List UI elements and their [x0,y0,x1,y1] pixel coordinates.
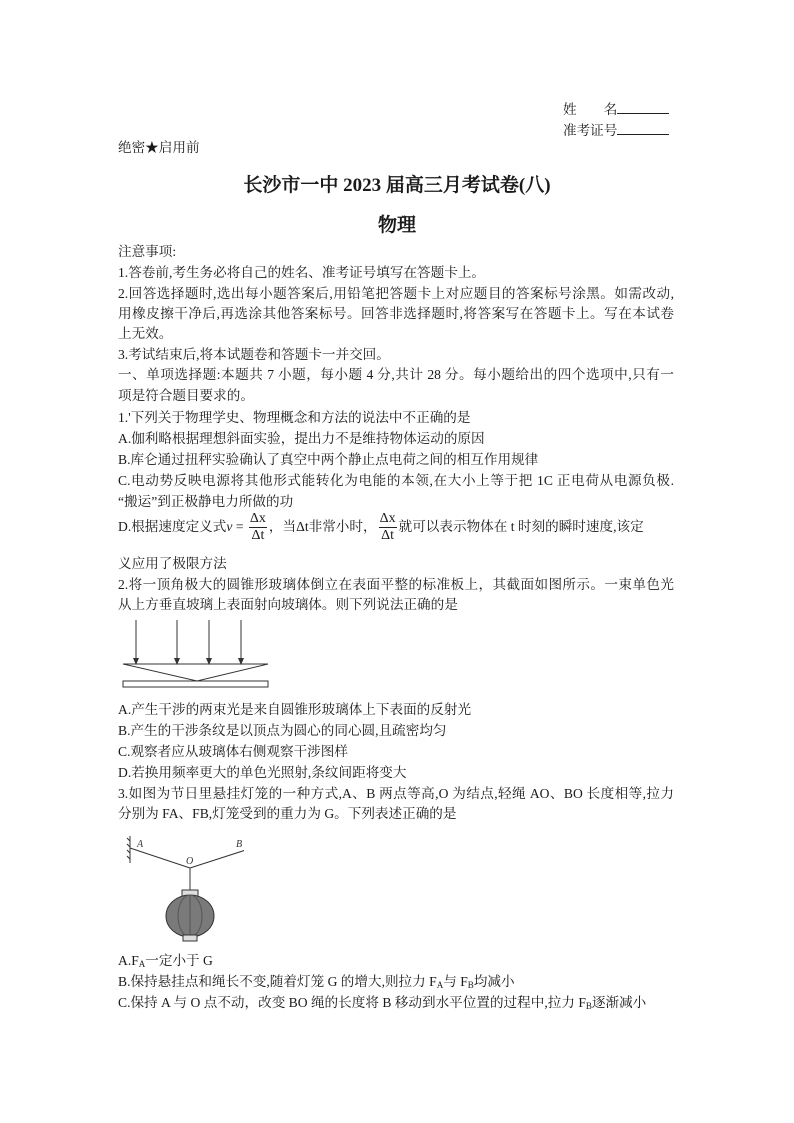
q2-stem-cont: 从上方垂直坡璃上表面射向坡璃体。则下列说法正确的是 [118,597,458,612]
subscript: B [585,1001,592,1011]
q1-stem: 1.'下列关于物理学史、物理概念和方法的说法中不正确的是 [118,410,471,425]
subscript: A [138,959,146,969]
text: 一定小于 G [145,953,213,968]
q1-d-text: ，当 [268,519,297,534]
text: 逐渐减小 [591,995,647,1010]
q3-stem-cont: 分别为 FA、FB,灯笼受到的重力为 G。下列表述正确的是 [118,806,457,821]
name-label: 姓 名 [563,102,618,117]
text: C.保持 A 与 O 点不动，改变 BO 绳的长度将 B 移动到水平位置的过程中,拉力 F [118,995,586,1010]
q3-option-c [118,994,674,1015]
q1-option-a: A.伽利略根据理想斜面实验，提出力不是维持物体运动的原因 [118,431,485,446]
fraction [379,511,397,544]
q1-d-text: D.根据速度定义式 [118,519,227,534]
name-field [563,98,669,118]
q2-option-a: A.产生干涉的两束光是来自圆锥形玻璃体上下表面的反射光 [118,702,472,717]
q3-option-b [118,973,674,994]
text: 均减小 [473,974,515,989]
name-blank [617,101,669,114]
q3-stem: 3.如图为节日里悬挂灯笼的一种方式,A、B 两点等高,O 为结点,轻绳 AO、BO 长度相等,拉力 [118,786,674,801]
id-blank [617,122,669,135]
frac-num: Δx [249,511,266,527]
notice-heading: 注意事项: [118,244,177,259]
q1-option-d-cont: 义应用了极限方法 [118,556,227,571]
exam-title: 长沙市一中 2023 届高三月考试卷(八) [243,175,551,196]
q3-option-a [118,952,674,973]
section-intro-cont: 项是符合题目要求的。 [118,388,254,403]
delta-t: Δt [296,519,309,534]
notice-item: 2.回答选择题时,选出每小题答案后,用铅笔把答题卡上对应题目的答案标号涂黑。如需改动, [118,286,674,301]
frac-den: Δt [381,528,395,544]
point-o-label: O [186,856,194,867]
notice-item: 3.考试结束后,将本试题卷和答题卡一并交回。 [118,347,390,362]
q2-option-d: D.若换用频率更大的单色光照射,条纹间距将变大 [118,765,407,780]
notice-item: 用橡皮擦干净后,再选涂其他答案标号。回答非选择题时,将答案写在答题卡上。写在本试卷 [118,306,674,321]
q1-option-b: B.库仑通过扭秤实验确认了真空中两个静止点电荷之间的相互作用规律 [118,452,539,467]
text: A.F [118,953,139,968]
q1-d-text: 就可以表示物体在 t 时刻的瞬时速度,该定 [398,519,644,534]
text: B.保持悬挂点和绳长不变,随着灯笼 G 的增大,则拉力 F [118,974,437,989]
id-label: 准考证号 [563,123,618,138]
q3-figure-lantern [124,830,244,948]
q1-d-text: 非常小时， [308,519,377,534]
fraction [249,511,267,544]
section-intro: 一、单项选择题:本题共 7 小题，每小题 4 分,共计 28 分。每小题给出的四个选项中,只有一 [118,367,674,382]
q1-option-d [118,510,674,544]
q2-figure-glass-cone [118,618,273,690]
q2-stem: 2.将一顶角极大的圆锥形玻璃体倒立在表面平整的标准板上，其截面如图所示。一束单色光 [118,577,674,592]
q2-option-c: C.观察者应从玻璃体右侧观察干涉图样 [118,744,348,759]
secret-label: 绝密★启用前 [118,140,200,155]
notice-item: 1.答卷前,考生务必将自己的姓名、准考证号填写在答题卡上。 [118,265,486,280]
point-a-label: A [137,839,144,850]
frac-den: Δt [251,528,265,544]
point-b-label: B [236,839,243,850]
subscript: B [467,980,474,990]
frac-num: Δx [379,511,396,527]
q1-option-c-cont: “搬运”到正极静电力所做的功 [118,494,294,509]
q1-option-c: C.电动势反映电源将其他形式能转化为电能的本领,在大小上等于把 1C 正电荷从电源负极. [118,473,674,488]
notice-item: 上无效。 [118,326,173,341]
equals: = [232,519,247,534]
subscript: A [436,980,444,990]
velocity-symbol: v [226,519,233,534]
q2-option-b: B.产生的干涉条纹是以顶点为圆心的同心圆,且疏密均匀 [118,723,447,738]
text: 与 F [443,974,468,989]
subject-title: 物理 [377,215,416,236]
id-field [563,119,669,139]
